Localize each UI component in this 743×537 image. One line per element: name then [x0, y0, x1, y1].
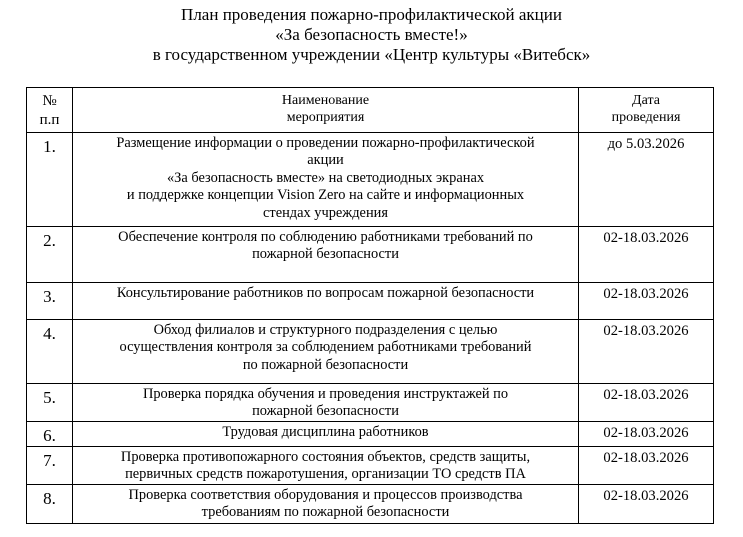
- row-event-name: [73, 283, 579, 320]
- header-date-line-1: Дата: [632, 93, 660, 108]
- row-date: 02-18.03.2026: [579, 484, 714, 523]
- row-event-name: [73, 384, 579, 422]
- event-name-line: Консультирование работников по вопросам пожарной безопасности: [116, 285, 535, 301]
- row-event-name: [73, 422, 579, 447]
- row-date: 02-18.03.2026: [579, 422, 714, 447]
- event-name-line: и поддержке концепции Vision Zero на сайте и информационных: [126, 187, 525, 204]
- table-row: [27, 133, 714, 227]
- event-name-line: Проверка противопожарного состояния объектов, средств защиты,: [120, 449, 531, 465]
- row-number: 8.: [27, 484, 73, 523]
- table-row: [27, 422, 714, 447]
- event-name-line: пожарной безопасности: [252, 403, 399, 420]
- row-event-name: [73, 133, 579, 227]
- event-name-line: Обход филиалов и структурного подразделения с целью: [153, 322, 498, 338]
- row-number: 1.: [27, 133, 73, 227]
- row-number: 6.: [27, 422, 73, 447]
- table-header-row: [27, 88, 714, 133]
- row-date: 02-18.03.2026: [579, 384, 714, 422]
- row-date: 02-18.03.2026: [579, 227, 714, 283]
- event-name-line: акции: [307, 152, 344, 169]
- event-name-line: Размещение информации о проведении пожарно-профилактической: [116, 135, 535, 151]
- event-name-line: по пожарной безопасности: [242, 356, 409, 373]
- header-name-line-2: мероприятия: [286, 110, 365, 125]
- header-number: [27, 88, 73, 133]
- header-number-line-2: п.п: [39, 112, 60, 128]
- event-name-line: «За безопасность вместе» на светодиодных экранах: [166, 169, 485, 186]
- event-name-line: требованиям по пожарной безопасности: [201, 504, 450, 521]
- table-row: [27, 384, 714, 422]
- row-date: 02-18.03.2026: [579, 320, 714, 384]
- table-row: [27, 320, 714, 384]
- header-date: [579, 88, 714, 133]
- row-event-name: [73, 447, 579, 485]
- row-date: 02-18.03.2026: [579, 283, 714, 320]
- row-event-name: [73, 320, 579, 384]
- table-row: [27, 227, 714, 283]
- event-name-line: пожарной безопасности: [252, 246, 399, 263]
- title-line-3: в государственном учреждении «Центр культуры «Витебск»: [152, 45, 591, 64]
- header-name-line-1: Наименование: [281, 93, 370, 108]
- event-name-line: Трудовая дисциплина работников: [222, 424, 429, 440]
- event-name-line: Проверка порядка обучения и проведения инструктажей по: [142, 386, 509, 402]
- row-number: 5.: [27, 384, 73, 422]
- row-date: 02-18.03.2026: [579, 447, 714, 485]
- header-number-line-1: №: [42, 93, 57, 109]
- event-name-line: осуществления контроля за соблюдением работниками требований: [119, 339, 532, 356]
- events-table: [26, 87, 714, 524]
- row-number: 3.: [27, 283, 73, 320]
- header-name: [73, 88, 579, 133]
- table-row: [27, 283, 714, 320]
- row-event-name: [73, 227, 579, 283]
- event-name-line: Проверка соответствия оборудования и процессов производства: [128, 486, 523, 503]
- title-line-1: План проведения пожарно-профилактической акции: [181, 5, 562, 24]
- event-name-line: стендах учреждения: [263, 204, 388, 221]
- header-date-line-2: проведения: [611, 110, 681, 125]
- row-number: 7.: [27, 447, 73, 485]
- event-name-line: Обеспечение контроля по соблюдению работниками требований по: [118, 229, 533, 245]
- title-line-2: «За безопасность вместе!»: [275, 25, 468, 44]
- table-row: [27, 447, 714, 485]
- event-name-line: первичных средств пожаротушения, организации ТО средств ПА: [125, 466, 526, 483]
- row-date: до 5.03.2026: [579, 133, 714, 227]
- row-event-name: [73, 484, 579, 523]
- table-row: [27, 484, 714, 523]
- row-number: 2.: [27, 227, 73, 283]
- document-title: [0, 5, 743, 65]
- row-number: 4.: [27, 320, 73, 384]
